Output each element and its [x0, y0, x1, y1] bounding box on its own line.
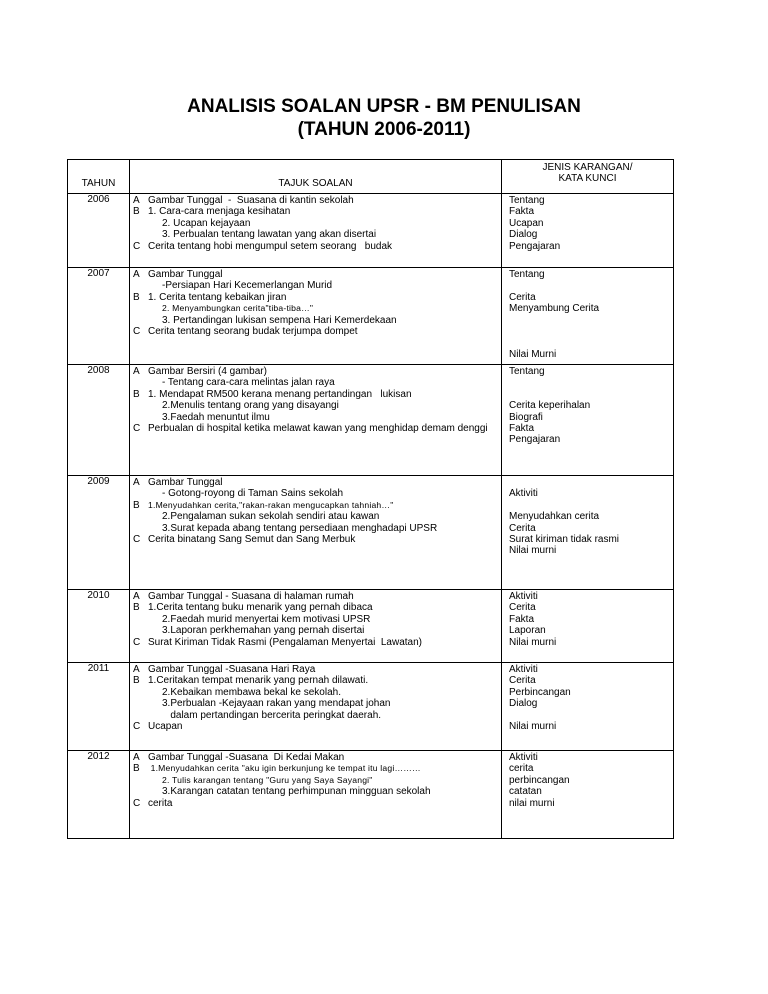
- section-letter: B: [133, 763, 140, 775]
- question-text: -Persiapan Hari Kecemerlangan Murid: [162, 280, 333, 292]
- table-row: [68, 751, 674, 839]
- section-letter: C: [133, 326, 141, 338]
- keyword-line: [509, 710, 673, 721]
- year-cell: 2012: [68, 751, 130, 839]
- table-row: [68, 590, 674, 663]
- year-cell: 2011: [68, 663, 130, 751]
- question-text: Gambar Tunggal - Suasana di halaman rumah: [148, 591, 354, 602]
- question-line: [133, 786, 501, 797]
- question-line: [133, 229, 501, 240]
- table-row: [68, 365, 674, 476]
- keyword-line: [509, 326, 673, 337]
- keyword-line: Nilai murni: [509, 545, 557, 557]
- keyword-line: [509, 280, 673, 291]
- keyword-line: Tentang: [509, 366, 545, 377]
- question-text: Gambar Tunggal -Suasana Hari Raya: [148, 664, 316, 675]
- keyword-line: Aktiviti: [509, 488, 538, 500]
- question-text: 3. Pertandingan lukisan sempena Hari Kemerdekaan: [162, 314, 397, 326]
- question-text: 1. Cara-cara menjaga kesihatan: [148, 206, 291, 218]
- keyword-line: Perbincangan: [509, 686, 571, 698]
- table-row: [68, 194, 674, 268]
- keyword-line: Cerita: [509, 522, 536, 534]
- table-header-row: [68, 160, 674, 194]
- jenis-karangan-cell: [502, 663, 674, 751]
- question-line: [133, 664, 501, 675]
- section-letter: B: [133, 291, 140, 303]
- jenis-karangan-cell: [502, 365, 674, 476]
- jenis-karangan-cell: [502, 268, 674, 365]
- header-jenis-line2: KATA KUNCI: [558, 173, 617, 185]
- question-line: [133, 500, 501, 511]
- keyword-line: cerita: [509, 763, 534, 775]
- year-cell: 2007: [68, 268, 130, 365]
- question-line: [133, 292, 501, 303]
- question-text: 2.Pengalaman sukan sekolah sendiri atau kawan: [162, 511, 380, 523]
- question-line: [133, 389, 501, 400]
- year-cell: 2006: [68, 194, 130, 268]
- section-letter: A: [133, 591, 140, 602]
- document-title: ANALISIS SOALAN UPSR - BM PENULISAN: [187, 96, 581, 117]
- year-cell: 2009: [68, 476, 130, 590]
- keyword-line: [509, 337, 673, 348]
- question-text: 2. Tulis karangan tentang "Guru yang Saya Sayangi": [162, 774, 373, 785]
- keyword-line: Cerita: [509, 675, 536, 687]
- keyword-line: Ucapan: [509, 217, 544, 229]
- question-text: 3.Surat kepada abang tentang persediaan menghadapi UPSR: [162, 522, 438, 534]
- tajuk-soalan-cell: [130, 365, 502, 476]
- keyword-line: nilai murni: [509, 797, 555, 809]
- question-text: Gambar Tunggal: [148, 477, 223, 488]
- question-line: [133, 195, 501, 206]
- question-line: [133, 377, 501, 388]
- keyword-line: Laporan: [509, 625, 546, 637]
- keyword-line: Fakta: [509, 613, 535, 625]
- question-line: [133, 763, 501, 774]
- keyword-line: Fakta: [509, 423, 535, 434]
- section-letter: C: [133, 636, 141, 648]
- question-line: [133, 675, 501, 686]
- question-line: [133, 698, 501, 709]
- question-text: Gambar Tunggal: [148, 269, 223, 280]
- question-line: [133, 511, 501, 522]
- question-text: 3.Karangan catatan tentang perhimpunan mingguan sekolah: [162, 786, 431, 798]
- question-text: dalam pertandingan bercerita peringkat daerah.: [162, 709, 382, 721]
- keyword-line: Surat kiriman tidak rasmi: [509, 534, 620, 545]
- year-cell: 2008: [68, 365, 130, 476]
- tajuk-soalan-cell: [130, 751, 502, 839]
- question-line: [133, 218, 501, 229]
- question-line: [133, 477, 501, 488]
- document-subtitle: (TAHUN 2006-2011): [297, 119, 471, 140]
- question-line: [133, 614, 501, 625]
- tajuk-soalan-cell: [130, 663, 502, 751]
- question-line: [133, 687, 501, 698]
- jenis-karangan-cell: [502, 590, 674, 663]
- question-text: 2. Ucapan kejayaan: [162, 217, 251, 229]
- question-text: 3. Perbualan tentang lawatan yang akan disertai: [162, 229, 377, 241]
- header-tajuk-soalan: TAJUK SOALAN: [130, 160, 502, 194]
- question-text: 2. Menyambungkan cerita"tiba-tiba…": [162, 303, 314, 314]
- keyword-line: Dialog: [509, 229, 538, 241]
- keyword-line: Aktiviti: [509, 752, 538, 763]
- section-letter: C: [133, 423, 141, 435]
- question-line: [133, 625, 501, 636]
- keyword-line: Nilai murni: [509, 721, 557, 733]
- section-letter: B: [133, 602, 140, 614]
- question-line: [133, 591, 501, 602]
- question-text: 3.Laporan perkhemahan yang pernah disertai: [162, 625, 365, 637]
- section-letter: A: [133, 269, 140, 280]
- jenis-karangan-cell: [502, 194, 674, 268]
- question-text: Ucapan: [148, 721, 183, 733]
- keyword-line: Aktiviti: [509, 664, 538, 675]
- keyword-line: Fakta: [509, 206, 535, 218]
- keyword-line: Tentang: [509, 269, 545, 280]
- question-line: [133, 775, 501, 786]
- question-text: Perbualan di hospital ketika melawat kawan yang menghidap demam denggi: [148, 423, 488, 435]
- keyword-line: Tentang: [509, 195, 545, 206]
- question-text: 2.Faedah murid menyertai kem motivasi UPSR: [162, 613, 371, 625]
- question-text: Cerita tentang hobi mengumpul setem seorang budak: [148, 240, 393, 252]
- question-line: [133, 534, 501, 545]
- keyword-line: perbincangan: [509, 774, 570, 786]
- question-line: [133, 315, 501, 326]
- question-line: [133, 637, 501, 648]
- section-letter: B: [133, 388, 140, 400]
- question-line: [133, 269, 501, 280]
- keyword-line: Menyudahkan cerita: [509, 511, 600, 523]
- keyword-line: Biografi: [509, 411, 543, 423]
- question-line: [133, 303, 501, 314]
- tajuk-soalan-cell: [130, 476, 502, 590]
- keyword-line: Cerita: [509, 291, 536, 303]
- question-line: [133, 241, 501, 252]
- keyword-line: [509, 315, 673, 326]
- section-letter: C: [133, 240, 141, 252]
- section-letter: A: [133, 366, 140, 377]
- section-letter: B: [133, 499, 140, 511]
- question-line: [133, 423, 501, 434]
- section-letter: A: [133, 664, 140, 675]
- question-text: 2.Kebaikan membawa bekal ke sekolah.: [162, 686, 341, 698]
- question-text: cerita: [148, 797, 173, 809]
- section-letter: A: [133, 477, 140, 488]
- question-text: 3.Faedah menuntut ilmu: [162, 411, 270, 423]
- question-line: [133, 366, 501, 377]
- question-text: Cerita tentang seorang budak terjumpa dompet: [148, 326, 358, 338]
- section-letter: C: [133, 534, 141, 546]
- question-line: [133, 523, 501, 534]
- question-text: 1.Ceritakan tempat menarik yang pernah dilawati.: [148, 675, 369, 687]
- keyword-line: Cerita: [509, 602, 536, 614]
- header-tahun: TAHUN: [68, 160, 130, 194]
- tajuk-soalan-cell: [130, 268, 502, 365]
- table-row: [68, 663, 674, 751]
- section-letter: C: [133, 721, 141, 733]
- section-letter: A: [133, 752, 140, 763]
- tajuk-soalan-cell: [130, 194, 502, 268]
- header-jenis-line1: JENIS KARANGAN/: [542, 162, 633, 173]
- question-text: 1.Menyudahkan cerita "aku igin berkunjung ke tempat itu lagi………: [148, 763, 421, 774]
- question-line: [133, 206, 501, 217]
- table-row: [68, 476, 674, 590]
- question-text: Gambar Tunggal - Suasana di kantin sekolah: [148, 195, 354, 206]
- keyword-line: [509, 500, 673, 511]
- section-letter: C: [133, 797, 141, 809]
- keyword-line: Menyambung Cerita: [509, 303, 600, 315]
- question-text: 1.Cerita tentang buku menarik yang pernah dibaca: [148, 602, 373, 614]
- question-line: [133, 280, 501, 291]
- question-text: 3.Perbualan -Kejayaan rakan yang mendapat johan: [162, 698, 391, 710]
- question-text: Surat Kiriman Tidak Rasmi (Pengalaman Menyertai Lawatan): [148, 636, 423, 648]
- question-line: [133, 602, 501, 613]
- keyword-line: Cerita keperihalan: [509, 400, 591, 412]
- keyword-line: Pengajaran: [509, 434, 561, 446]
- keyword-line: Nilai Murni: [509, 348, 557, 360]
- question-line: [133, 721, 501, 732]
- header-jenis-karangan: [502, 160, 674, 194]
- keyword-line: [509, 389, 673, 400]
- question-text: Gambar Bersiri (4 gambar): [148, 366, 267, 377]
- table-row: [68, 268, 674, 365]
- question-line: [133, 400, 501, 411]
- tajuk-soalan-cell: [130, 590, 502, 663]
- question-line: [133, 488, 501, 499]
- keyword-line: catatan: [509, 786, 542, 798]
- question-line: [133, 752, 501, 763]
- analysis-table: [67, 159, 674, 839]
- keyword-line: Dialog: [509, 698, 538, 710]
- year-cell: 2010: [68, 590, 130, 663]
- jenis-karangan-cell: [502, 476, 674, 590]
- section-letter: B: [133, 675, 140, 687]
- question-text: - Gotong-royong di Taman Sains sekolah: [162, 488, 344, 500]
- question-line: [133, 710, 501, 721]
- question-text: 2.Menulis tentang orang yang disayangi: [162, 400, 339, 412]
- question-text: 1. Cerita tentang kebaikan jiran: [148, 291, 287, 303]
- question-line: [133, 326, 501, 337]
- section-letter: A: [133, 195, 140, 206]
- question-text: - Tentang cara-cara melintas jalan raya: [162, 377, 335, 389]
- keyword-line: [509, 377, 673, 388]
- question-line: [133, 412, 501, 423]
- question-line: [133, 798, 501, 809]
- keyword-line: [509, 477, 673, 488]
- question-text: Cerita binatang Sang Semut dan Sang Merbuk: [148, 534, 356, 546]
- question-text: Gambar Tunggal -Suasana Di Kedai Makan: [148, 752, 345, 763]
- section-letter: B: [133, 206, 140, 218]
- keyword-line: Pengajaran: [509, 240, 561, 252]
- keyword-line: Nilai murni: [509, 636, 557, 648]
- question-text: 1.Menyudahkan cerita,"rakan-rakan mengucapkan tahniah…": [148, 499, 394, 510]
- question-text: 1. Mendapat RM500 kerana menang pertandingan lukisan: [148, 388, 412, 400]
- keyword-line: Aktiviti: [509, 591, 538, 602]
- jenis-karangan-cell: [502, 751, 674, 839]
